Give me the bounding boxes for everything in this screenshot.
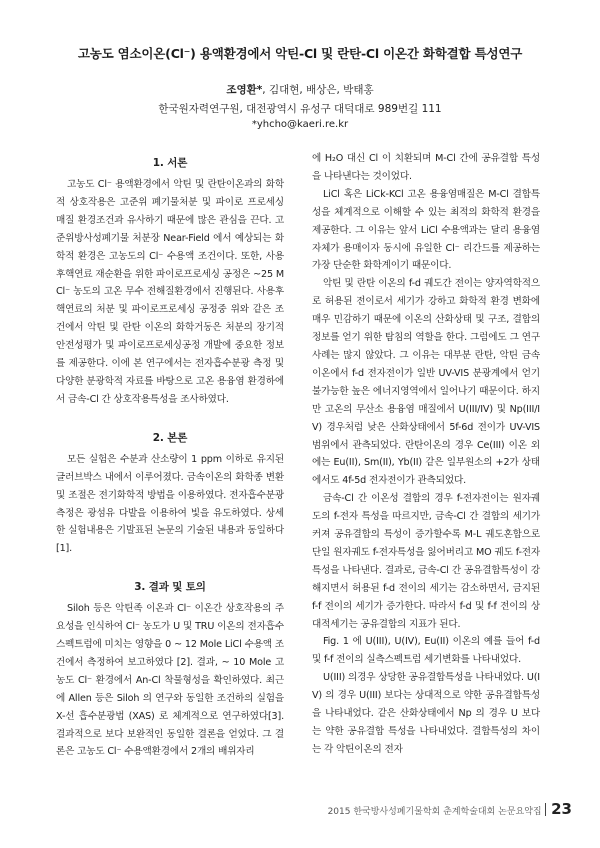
results-paragraph: Siloh 등은 악틴족 이온과 Cl⁻ 이온간 상호작용의 주요성을 인식하여 Cl⁻ 농도가 U 및 TRU 이온의 전자흡수스펙트럼에 미치는 영향을 0 ~ 12 Mole LiCl 수용액 조건에서 측정하여 보고하였다 [2]. 결과, ~ 10 Mole 고농도 Cl⁻ 환경에서 An-Cl 착물형성을 확인하였다. 최근에 Allen 등은 Siloh 의 연구와 동일한 조건하의 실험을 X-선 흡수분광법 (XAS) 로 체계적으로 연구하였다[3]. 결과적으로 보다 보완적인 동일한 결론을 얻었다. 그 결론은 고농도 Cl⁻ 수용액환경에서 2개의 배위자리 — [56, 603, 284, 758]
left-column — [56, 150, 284, 761]
page-number: 23 — [551, 800, 572, 818]
page-footer — [328, 800, 572, 818]
footer-divider — [545, 803, 547, 816]
results-paragraph-fig: Fig. 1 에 U(III), U(IV), Eu(II) 이온의 예를 들어 f-d 및 f-f 전이의 실측스펙트럼 세기변화를 나타내었다. — [312, 636, 540, 666]
contact-email: *yhcho@kaeri.re.kr — [251, 119, 349, 130]
results-paragraph-cont: 에 H₂O 대신 Cl 이 치환되며 M-Cl 간에 공유결합 특성을 나타낸다는 것이었다. — [312, 153, 540, 182]
body-paragraph: 모든 실험은 수분과 산소량이 1 ppm 이하로 유지된 글러브박스 내에서 이루어졌다. 금속이온의 화학종 변환 및 조절은 전기화학적 방법을 이용하였다. 전자흡수분광 측정은 광섬유 다발을 이용하여 빛을 유도하였다. 상세한 실험내용은 기발표된 논문의 기술된 내용과 동일하다[1]. — [56, 453, 284, 555]
results-paragraph-licl: LiCl 혹은 LiCk-KCl 고온 용융염매질은 M-Cl 결합특성을 체계적으로 이해할 수 있는 최적의 화학적 환경을 제공한다. 그 이유는 앞서 LiCl 수용액과는 달리 용융염자체가 용매이자 동시에 유일한 Cl⁻ 리간드를 제공하는 가장 단순한 화학계이기 때문이다. — [312, 188, 540, 272]
conference-name: 2015 한국방사성폐기물학회 춘계학술대회 논문요약집 — [327, 807, 542, 817]
results-paragraph-uiii: U(III) 의경우 상당한 공유결합특성을 나타내었다. U(IV) 의 경우 U(III) 보다는 상대적으로 약한 공유결합특성을 나타내었다. 같은 산화상태에서 Np 의 경우 U 보다는 약한 공유결합 특성을 나타내었다. 결합특성의 차이는 각 악틴이온의 전자 — [312, 672, 540, 755]
intro-paragraph: 고농도 Cl⁻ 용액환경에서 악틴 및 란탄이온과의 화학적 상호작용은 고준위 폐기물처분 및 파이로 프로세싱 매질 환경조건과 유사하기 때문에 많은 관심을 끈다. 고준위방사성폐기물 처분장 Near-Field 에서 예상되는 화학적 환경은 고농도의 Cl⁻ 수용액 조건이다. 또한, 사용후핵연료 재순환을 위한 파이로프로세싱 공정은 ~25 M Cl⁻ 농도의 고온 무수 전해질환경에서 진행된다. 사용후핵연료의 처분 및 파이로프로세싱 공정중 위와 같은 조건에서 악틴 및 란탄 이온의 화학거동은 처분의 장기적 안전성평가 및 파이로프로세싱공정 개발에 중요한 정보를 제공한다. 이에 본 연구에서는 전자흡수분광 측정 및 다양한 분광학적 자료를 바탕으로 고온 용융염 환경하에서 금속-Cl 간 상호작용특성을 조사하였다. — [56, 179, 284, 405]
affiliation: 한국원자력연구원, 대전광역시 유성구 대덕대로 989번길 111 — [158, 103, 442, 115]
section-heading-intro: 1. 서론 — [152, 157, 188, 169]
co-authors: , 김대현, 배상은, 박태홍 — [262, 84, 374, 96]
results-paragraph-fd: 악틴 및 란탄 이온의 f-d 궤도간 전이는 양자역학적으로 허용된 전이로서 세기가 강하고 화학적 환경 변화에 매우 민감하기 때문에 이온의 산화상태 및 구조, 결합의 정보를 얻기 위한 탐침의 역할을 한다. 그럼에도 그 연구사례는 많지 않았다. 그 이유는 대부분 란탄, 악틴 금속이온에서 f-d 전자전이가 일반 UV-VIS 분광계에서 얻기 불가능한 높은 에너지영역에서 일어나기 때문이다. 하지만 고온의 무산소 용융염 매질에서 U(III/IV) 및 Np(III/IV) 경우처럼 낮은 산화상태에서 5f-6d 전이가 UV-VIS 범위에서 관측되었다. 란탄이온의 경우 Ce(III) 이온 외에는 Eu(II), Sm(II), Yb(II) 같은 일부원소의 +2가 상태에서도 4f-5d 전자전이가 관측되었다. — [312, 278, 540, 487]
right-column — [312, 150, 540, 759]
lead-author: 조영환* — [226, 84, 263, 96]
results-paragraph-covalent: 금속-Cl 간 이온성 결합의 경우 f-전자전이는 원자궤도의 f-전자 특성을 따르지만, 금속-Cl 간 결합의 세기가 커져 공유결합의 특성이 증가할수록 M-L 궤도혼합으로 단일 원자궤도 f-전자특성을 잃어버리고 MO 궤도 f-전자특성을 나타낸다. 결과로, 금속-Cl 간 공유결합특성이 강해지면서 허용된 f-d 전이의 세기는 감소하면서, 금지된 f-f 전이의 세기가 증가한다. 따라서 f-d 및 f-f 전이의 상대적세기는 공유결합의 지표가 된다. — [312, 493, 540, 630]
author-line — [0, 82, 600, 97]
section-heading-results: 3. 결과 및 토의 — [134, 581, 206, 594]
section-heading-body: 2. 본론 — [152, 431, 188, 444]
paper-title: 고농도 염소이온(Cl⁻) 용액환경에서 악틴-Cl 및 란탄-Cl 이온간 화학결합 특성연구 — [77, 46, 523, 61]
